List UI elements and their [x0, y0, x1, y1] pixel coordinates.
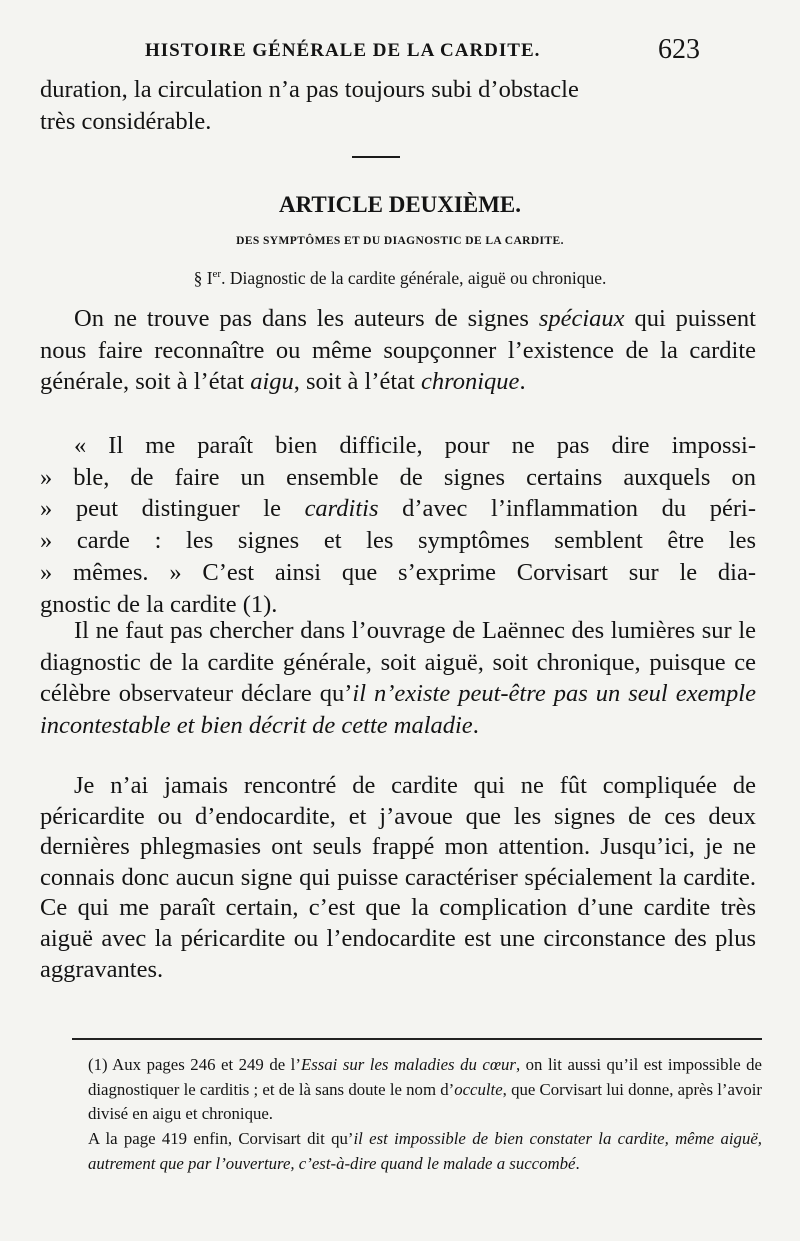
article-subtitle: DES SYMPTÔMES ET DU DIAGNOSTIC DE LA CARDITE.	[236, 235, 564, 247]
paragraph-1	[40, 303, 756, 398]
quote-line-3: » peut distinguer le carditis d’avec l’inflammation du péri-	[40, 495, 756, 523]
paragraph-2-quote	[40, 430, 756, 620]
section-mark: § I	[193, 268, 213, 288]
section-mark-superscript: er	[212, 268, 222, 281]
paragraph-4-text: Je n’ai jamais rencontré de cardite qui ne fût compliquée de péricardite ou d’endocardite, et j’avoue que les signes de ces deux dernières phlegmasies ont seuls frappé mon attention. Jusqu’ici, je ne connais donc aucun signe qui puisse caractériser spécialement la cardite. Ce qui me paraît certain, c’est que la complication d’une cardite très aiguë avec la péricardite ou l’endocardite est une circonstance des plus aggravantes.	[40, 772, 756, 983]
quote-line-6: gnostic de la cardite (1).	[40, 590, 278, 618]
quote-line-2: » ble, de faire un ensemble de signes certains auxquels on	[40, 463, 756, 491]
quote-line-1: « Il me paraît bien difficile, pour ne pas dire impossi-	[74, 432, 756, 459]
footnote-part-1: (1) Aux pages 246 et 249 de l’Essai sur les maladies du cœur, on lit aussi qu’il est impossible de diagnostiquer le carditis ; et de là sans doute le nom d’occulte, que Corvisart lui donne, après l’avoir divisé en aigu et chronique.	[88, 1055, 762, 1124]
quote-line-4: » carde : les signes et les symptômes semblent être les	[40, 527, 756, 555]
continuation-line-2: très considérable.	[40, 107, 212, 135]
section-divider	[352, 156, 400, 158]
paragraph-4	[40, 771, 756, 985]
footnote-divider	[72, 1038, 762, 1040]
continuation-line-1: duration, la circulation n’a pas toujours subi d’obstacle	[40, 76, 579, 103]
article-title: ARTICLE DEUXIÈME.	[278, 192, 521, 217]
paragraph-1-text: On ne trouve pas dans les auteurs de signes spéciaux qui puissent nous faire reconnaître ou même soupçonner l’existence de la cardite générale, soit à l’état aigu, soit à l’état chronique.	[40, 305, 756, 396]
running-title: HISTOIRE GÉNÉRALE DE LA CARDITE.	[145, 40, 541, 61]
footnote-part-2: A la page 419 enfin, Corvisart dit qu’il est impossible de bien constater la cardite, même aiguë, autrement que par l’ouverture, c’est-à-dire quand le malade a succombé.	[88, 1129, 762, 1173]
paragraph-3-text: Il ne faut pas chercher dans l’ouvrage de Laënnec des lumières sur le diagnostic de la cardite générale, soit aiguë, soit chronique, puisque ce célèbre observateur déclare qu’il n’existe peut-être pas un seul exemple incontestable et bien décrit de cette maladie.	[40, 617, 756, 740]
page-number: 623	[658, 34, 700, 65]
continuation-text	[40, 74, 756, 137]
paragraph-heading	[0, 268, 800, 289]
section-title: . Diagnostic de la cardite générale, aiguë ou chronique.	[221, 268, 607, 288]
paragraph-3	[40, 615, 756, 742]
quote-line-5: » mêmes. » C’est ainsi que s’exprime Corvisart sur le dia-	[40, 558, 756, 586]
footnote	[88, 1053, 762, 1177]
